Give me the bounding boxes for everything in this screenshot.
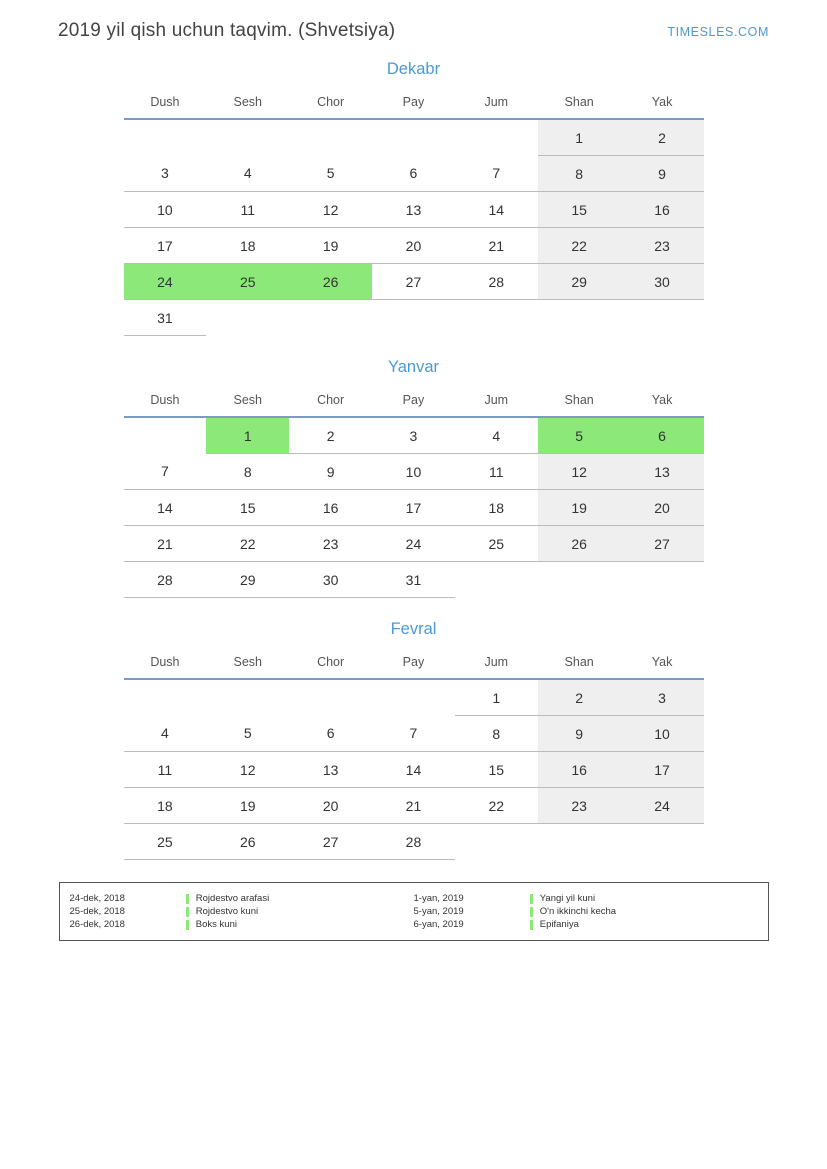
- day-cell[interactable]: 31: [372, 562, 455, 598]
- day-cell[interactable]: 26: [289, 264, 372, 300]
- day-cell[interactable]: 18: [455, 490, 538, 526]
- month-block: [124, 60, 704, 336]
- weekday-header: Jum: [455, 389, 538, 417]
- month-table: [124, 651, 704, 860]
- week-row: [124, 824, 704, 860]
- day-cell[interactable]: 28: [372, 824, 455, 860]
- day-cell[interactable]: 11: [124, 752, 207, 788]
- weekday-header: Dush: [124, 91, 207, 119]
- day-cell[interactable]: 2: [538, 679, 621, 716]
- day-cell-empty: [124, 679, 207, 716]
- day-cell[interactable]: 25: [206, 264, 289, 300]
- day-cell[interactable]: 29: [538, 264, 621, 300]
- weekday-header-row: [124, 389, 704, 417]
- day-cell-empty: [621, 562, 704, 598]
- day-cell-empty: [372, 679, 455, 716]
- weekday-header: Sesh: [206, 91, 289, 119]
- day-cell[interactable]: 25: [455, 526, 538, 562]
- day-cell[interactable]: 16: [289, 490, 372, 526]
- legend-date: [414, 918, 530, 931]
- weekday-header: Dush: [124, 389, 207, 417]
- day-cell[interactable]: 15: [455, 752, 538, 788]
- day-cell[interactable]: 30: [289, 562, 372, 598]
- legend-dates-left: [70, 892, 186, 931]
- day-cell[interactable]: 21: [124, 526, 207, 562]
- day-cell[interactable]: 8: [538, 156, 621, 192]
- legend-name-text: Epifaniya: [539, 919, 579, 930]
- day-cell[interactable]: 23: [621, 228, 704, 264]
- day-cell[interactable]: 17: [621, 752, 704, 788]
- day-cell[interactable]: 15: [206, 490, 289, 526]
- day-cell[interactable]: 18: [206, 228, 289, 264]
- day-cell[interactable]: 14: [124, 490, 207, 526]
- day-cell[interactable]: 20: [372, 228, 455, 264]
- day-cell[interactable]: 20: [289, 788, 372, 824]
- months-container: [0, 60, 827, 860]
- day-cell[interactable]: 7: [455, 156, 538, 192]
- week-row: [124, 192, 704, 228]
- day-cell[interactable]: 10: [621, 716, 704, 752]
- day-cell[interactable]: 27: [289, 824, 372, 860]
- weekday-header: Pay: [372, 651, 455, 679]
- holiday-color-swatch-icon: [186, 920, 189, 930]
- day-cell[interactable]: 28: [124, 562, 207, 598]
- day-cell[interactable]: 12: [206, 752, 289, 788]
- day-cell[interactable]: 6: [289, 716, 372, 752]
- week-row: [124, 562, 704, 598]
- day-cell[interactable]: 23: [289, 526, 372, 562]
- legend-holiday-name: [186, 918, 414, 931]
- week-row: [124, 716, 704, 752]
- day-cell[interactable]: 22: [206, 526, 289, 562]
- day-cell-empty: [124, 417, 207, 454]
- day-cell[interactable]: 7: [372, 716, 455, 752]
- legend-date: [70, 892, 186, 905]
- week-row: [124, 454, 704, 490]
- weekday-header: Shan: [538, 651, 621, 679]
- legend-holiday-name: [186, 892, 414, 905]
- legend-date: [70, 905, 186, 918]
- month-table: [124, 389, 704, 598]
- day-cell[interactable]: 12: [289, 192, 372, 228]
- day-cell[interactable]: 17: [372, 490, 455, 526]
- day-cell[interactable]: 16: [538, 752, 621, 788]
- day-cell[interactable]: 24: [621, 788, 704, 824]
- week-row: [124, 490, 704, 526]
- day-cell-empty: [372, 300, 455, 336]
- month-block: [124, 358, 704, 598]
- legend-holiday-name: [530, 905, 758, 918]
- legend: [59, 882, 769, 941]
- legend-name-text: Rojdestvo kuni: [195, 906, 259, 917]
- day-cell[interactable]: 23: [538, 788, 621, 824]
- day-cell[interactable]: 13: [621, 454, 704, 490]
- day-cell[interactable]: 11: [455, 454, 538, 490]
- weekday-header: Sesh: [206, 389, 289, 417]
- day-cell[interactable]: 26: [538, 526, 621, 562]
- day-cell[interactable]: 21: [455, 228, 538, 264]
- month-title: Yanvar: [387, 358, 440, 376]
- day-cell[interactable]: 5: [206, 716, 289, 752]
- month-title: Dekabr: [386, 60, 441, 78]
- day-cell[interactable]: 27: [372, 264, 455, 300]
- month-block: [124, 620, 704, 860]
- legend-names-right: [530, 892, 758, 931]
- day-cell[interactable]: 20: [621, 490, 704, 526]
- legend-name-text: Yangi yil kuni: [539, 893, 596, 904]
- day-cell[interactable]: 31: [124, 300, 207, 336]
- holiday-color-swatch-icon: [530, 920, 533, 930]
- weekday-header: Yak: [621, 389, 704, 417]
- day-cell[interactable]: 26: [206, 824, 289, 860]
- page-title: 2019 yil qish uchun taqvim. (Shvetsiya): [58, 20, 396, 41]
- week-row: [124, 264, 704, 300]
- day-cell[interactable]: 2: [621, 119, 704, 156]
- day-cell-empty: [455, 562, 538, 598]
- legend-date-text: 25-dek, 2018: [69, 906, 125, 917]
- day-cell-empty: [206, 119, 289, 156]
- day-cell[interactable]: 6: [372, 156, 455, 192]
- legend-date-text: 26-dek, 2018: [69, 919, 125, 930]
- week-row: [124, 156, 704, 192]
- day-cell[interactable]: 5: [538, 417, 621, 454]
- day-cell[interactable]: 6: [621, 417, 704, 454]
- month-table: [124, 91, 704, 336]
- weekday-header: Jum: [455, 651, 538, 679]
- day-cell[interactable]: 25: [124, 824, 207, 860]
- holiday-color-swatch-icon: [530, 894, 533, 904]
- holiday-color-swatch-icon: [186, 894, 189, 904]
- weekday-header: Chor: [289, 91, 372, 119]
- day-cell[interactable]: 17: [124, 228, 207, 264]
- day-cell[interactable]: 10: [124, 192, 207, 228]
- day-cell-empty: [621, 300, 704, 336]
- day-cell[interactable]: 8: [206, 454, 289, 490]
- day-cell[interactable]: 5: [289, 156, 372, 192]
- day-cell-empty: [538, 562, 621, 598]
- weekday-header: Chor: [289, 651, 372, 679]
- legend-date-text: 24-dek, 2018: [69, 893, 125, 904]
- weekday-header-row: [124, 91, 704, 119]
- day-cell[interactable]: 3: [621, 679, 704, 716]
- day-cell[interactable]: 27: [621, 526, 704, 562]
- day-cell[interactable]: 9: [621, 156, 704, 192]
- day-cell[interactable]: 13: [372, 192, 455, 228]
- page-header: [0, 0, 827, 42]
- day-cell[interactable]: 14: [455, 192, 538, 228]
- weekday-header: Shan: [538, 91, 621, 119]
- day-cell-empty: [289, 679, 372, 716]
- weekday-header: Yak: [621, 91, 704, 119]
- weekday-header: Chor: [289, 389, 372, 417]
- day-cell[interactable]: 4: [124, 716, 207, 752]
- day-cell-empty: [621, 824, 704, 860]
- legend-name-text: Rojdestvo arafasi: [195, 893, 270, 904]
- day-cell[interactable]: 8: [455, 716, 538, 752]
- day-cell[interactable]: 28: [455, 264, 538, 300]
- legend-name-text: O'n ikkinchi kecha: [539, 906, 617, 917]
- holiday-color-swatch-icon: [186, 907, 189, 917]
- day-cell-empty: [455, 119, 538, 156]
- day-cell[interactable]: 9: [289, 454, 372, 490]
- month-title: Fevral: [390, 620, 437, 638]
- legend-holiday-name: [530, 892, 758, 905]
- week-row: [124, 417, 704, 454]
- day-cell[interactable]: 3: [372, 417, 455, 454]
- week-row: [124, 526, 704, 562]
- day-cell[interactable]: 22: [538, 228, 621, 264]
- day-cell-empty: [538, 824, 621, 860]
- day-cell[interactable]: 11: [206, 192, 289, 228]
- legend-name-text: Boks kuni: [195, 919, 237, 930]
- weekday-header: Shan: [538, 389, 621, 417]
- day-cell[interactable]: 18: [124, 788, 207, 824]
- day-cell[interactable]: 21: [372, 788, 455, 824]
- day-cell[interactable]: 7: [124, 454, 207, 490]
- holiday-color-swatch-icon: [530, 907, 533, 917]
- legend-grid: [70, 892, 758, 931]
- day-cell[interactable]: 1: [538, 119, 621, 156]
- week-row: [124, 228, 704, 264]
- week-row: [124, 679, 704, 716]
- day-cell[interactable]: 10: [372, 454, 455, 490]
- day-cell[interactable]: 19: [289, 228, 372, 264]
- legend-date: [414, 892, 530, 905]
- legend-date-text: 5-yan, 2019: [413, 906, 464, 917]
- day-cell-empty: [455, 824, 538, 860]
- day-cell[interactable]: 19: [538, 490, 621, 526]
- brand-label: TIMESLES.COM: [667, 25, 769, 39]
- day-cell[interactable]: 9: [538, 716, 621, 752]
- day-cell-empty: [372, 119, 455, 156]
- weekday-header: Yak: [621, 651, 704, 679]
- day-cell[interactable]: 2: [289, 417, 372, 454]
- legend-dates-right: [414, 892, 530, 931]
- day-cell[interactable]: 1: [455, 679, 538, 716]
- day-cell-empty: [289, 300, 372, 336]
- legend-holiday-name: [530, 918, 758, 931]
- day-cell[interactable]: 24: [124, 264, 207, 300]
- day-cell[interactable]: 29: [206, 562, 289, 598]
- day-cell[interactable]: 30: [621, 264, 704, 300]
- day-cell-empty: [538, 300, 621, 336]
- week-row: [124, 752, 704, 788]
- day-cell-empty: [124, 119, 207, 156]
- weekday-header: Jum: [455, 91, 538, 119]
- day-cell[interactable]: 4: [455, 417, 538, 454]
- month-spacer: [0, 336, 827, 358]
- legend-date-text: 1-yan, 2019: [413, 893, 464, 904]
- weekday-header: Dush: [124, 651, 207, 679]
- week-row: [124, 300, 704, 336]
- weekday-header-row: [124, 651, 704, 679]
- week-row: [124, 788, 704, 824]
- legend-date-text: 6-yan, 2019: [413, 919, 464, 930]
- month-spacer: [0, 598, 827, 620]
- day-cell[interactable]: 16: [621, 192, 704, 228]
- weekday-header: Pay: [372, 389, 455, 417]
- day-cell[interactable]: 19: [206, 788, 289, 824]
- legend-date: [70, 918, 186, 931]
- day-cell-empty: [206, 300, 289, 336]
- day-cell[interactable]: 14: [372, 752, 455, 788]
- day-cell[interactable]: 1: [206, 417, 289, 454]
- weekday-header: Pay: [372, 91, 455, 119]
- day-cell-empty: [289, 119, 372, 156]
- day-cell[interactable]: 12: [538, 454, 621, 490]
- legend-holiday-name: [186, 905, 414, 918]
- week-row: [124, 119, 704, 156]
- day-cell-empty: [455, 300, 538, 336]
- day-cell[interactable]: 4: [206, 156, 289, 192]
- day-cell[interactable]: 3: [124, 156, 207, 192]
- day-cell[interactable]: 24: [372, 526, 455, 562]
- day-cell[interactable]: 15: [538, 192, 621, 228]
- day-cell[interactable]: 22: [455, 788, 538, 824]
- legend-names-left: [186, 892, 414, 931]
- legend-date: [414, 905, 530, 918]
- day-cell[interactable]: 13: [289, 752, 372, 788]
- day-cell-empty: [206, 679, 289, 716]
- weekday-header: Sesh: [206, 651, 289, 679]
